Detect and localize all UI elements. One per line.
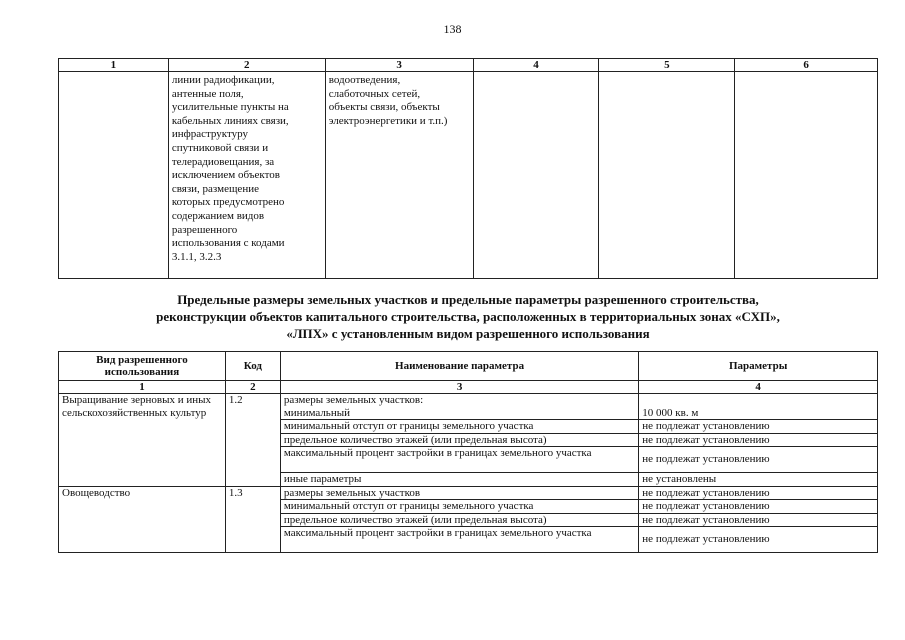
value-cell: не подлежат установлению xyxy=(639,447,878,473)
code-cell: 1.3 xyxy=(225,486,280,553)
param-cell: размеры земельных участков xyxy=(280,486,638,500)
param-name: минимальный xyxy=(283,406,350,419)
param-cell: предельное количество этажей (или предельная высота) xyxy=(280,433,638,447)
value-cell: не подлежат установлению xyxy=(639,486,878,500)
column-number: 1 xyxy=(59,59,169,72)
param-cell xyxy=(280,394,638,420)
column-numbers-row xyxy=(59,381,878,394)
param-cell: минимальный отступ от границы земельного участка xyxy=(280,420,638,434)
value-cell: не установлены xyxy=(639,473,878,487)
continued-table xyxy=(58,58,878,279)
column-number: 3 xyxy=(280,381,638,394)
param-cell: максимальный процент застройки в границах земельного участка xyxy=(280,527,638,553)
param-title: размеры земельных участков: xyxy=(283,394,424,406)
table-header-row xyxy=(59,352,878,381)
value-cell: не подлежат установлению xyxy=(639,513,878,527)
heading-line: реконструкции объектов капитального строительства, расположенных в территориальных зонах «СХП», xyxy=(156,309,780,324)
table-cell xyxy=(599,72,735,279)
header-use: Вид разрешенного использования xyxy=(59,352,226,381)
column-number: 3 xyxy=(325,59,473,72)
value-cell: не подлежат установлению xyxy=(639,433,878,447)
table-cell xyxy=(473,72,599,279)
table-row xyxy=(59,486,878,500)
heading-line: Предельные размеры земельных участков и предельные параметры разрешенного строительства, xyxy=(177,292,759,307)
column-number: 1 xyxy=(59,381,226,394)
column-number: 4 xyxy=(473,59,599,72)
page-number: 138 xyxy=(443,22,462,36)
param-cell: минимальный отступ от границы земельного участка xyxy=(280,500,638,514)
use-cell: Выращивание зерновых и иных сельскохозяйственных культур xyxy=(59,394,226,487)
header-code: Код xyxy=(225,352,280,381)
table-cell: водоотведения, слаботочных сетей, объекты связи, объекты электроэнергетики и т.п.) xyxy=(325,72,473,279)
column-number: 4 xyxy=(639,381,878,394)
header-param: Наименование параметра xyxy=(280,352,638,381)
value-cell: не подлежат установлению xyxy=(639,500,878,514)
value-cell: не подлежат установлению xyxy=(639,420,878,434)
column-number: 2 xyxy=(225,381,280,394)
code-cell: 1.2 xyxy=(225,394,280,487)
use-cell: Овощеводство xyxy=(59,486,226,553)
table-cell xyxy=(735,72,878,279)
param-cell: максимальный процент застройки в границах земельного участка xyxy=(280,447,638,473)
param-cell: иные параметры xyxy=(280,473,638,487)
table-cell: линии радиофикации, антенные поля, усилительные пункты на кабельных линиях связи, инфраструктуру спутниковой связи и телерадиовещания, за исключением объектов связи, размещение которых предусмотрено содержанием видов разрешенного использования с кодами 3.1.1, 3.2.3 xyxy=(168,72,325,279)
column-number: 5 xyxy=(599,59,735,72)
section-heading xyxy=(58,291,878,342)
heading-line: «ЛПХ» с установленным видом разрешенного использования xyxy=(286,326,650,341)
table-header-row xyxy=(59,59,878,72)
table-row xyxy=(59,394,878,420)
column-number: 6 xyxy=(735,59,878,72)
value-cell: не подлежат установлению xyxy=(639,527,878,553)
header-value: Параметры xyxy=(639,352,878,381)
param-cell: предельное количество этажей (или предельная высота) xyxy=(280,513,638,527)
table-row xyxy=(59,72,878,279)
column-number: 2 xyxy=(168,59,325,72)
parameters-table xyxy=(58,351,878,553)
table-cell xyxy=(59,72,169,279)
value-cell: 10 000 кв. м xyxy=(639,394,878,420)
